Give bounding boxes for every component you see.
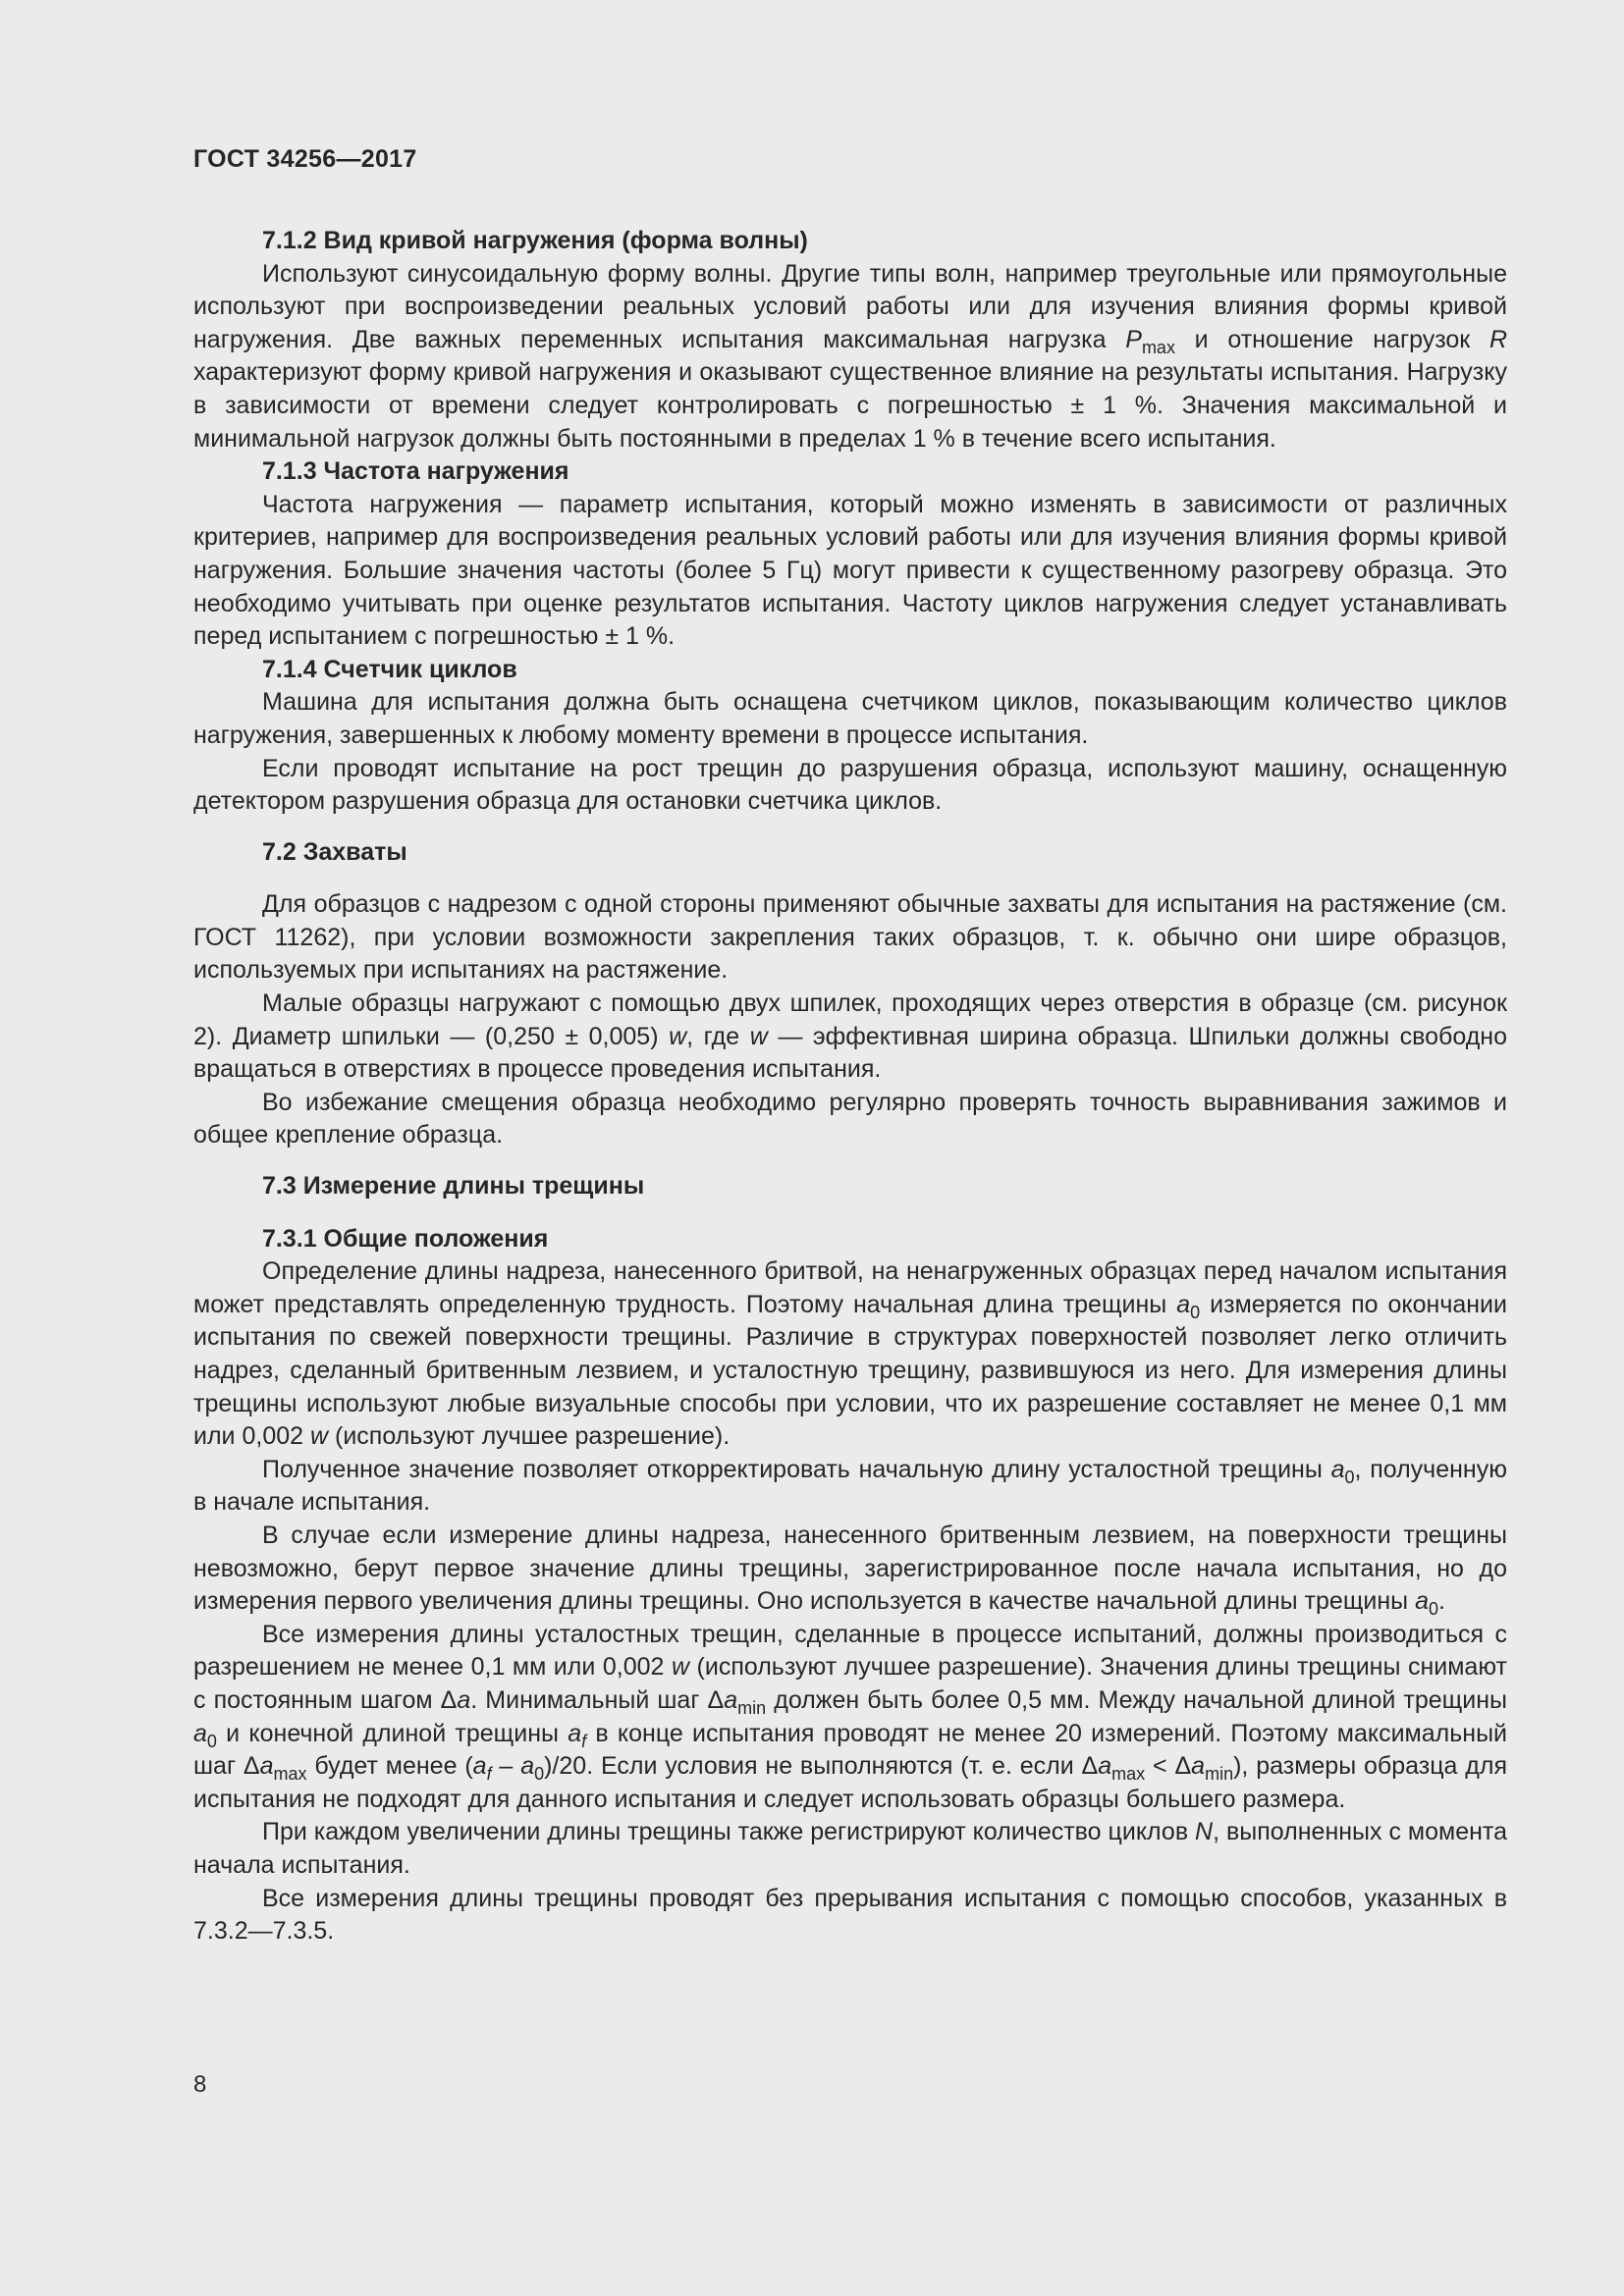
document-body bbox=[193, 225, 1507, 1949]
paragraph-7-3-1-a: Определение длины надреза, нанесенного бритвой, на ненагруженных образцах перед началом испытания может представлять определенную трудность. Поэтому начальная длина трещины $a_0$ измеряется по окончании испытания по свежей поверхности трещины. Различие в структурах поверхностей позволяет легко отличить надрез, сделанный бритвенным лезвием, и усталостную трещину, развившуюся из него. Для измерения длины трещины используют любые визуальные способы при условии, что их разрешение составляет не менее 0,1 мм или 0,002 w (используют лучшее разрешение). bbox=[193, 1257, 1507, 1451]
heading-7-3-1: 7.3.1 Общие положения bbox=[262, 1224, 549, 1253]
document-page bbox=[193, 0, 1507, 2296]
paragraph-7-2-b: Малые образцы нагружают с помощью двух шпилек, проходящих через отверстия в образце (см. рисунок 2). Диаметр шпильки — (0,250 ± 0,005) w, где w — эффективная ширина образца. Шпильки должны свободно вращаться в отверстиях в процессе проведения испытания. bbox=[193, 989, 1507, 1084]
paragraph-7-1-4-a: Машина для испытания должна быть оснащена счетчиком циклов, показывающим количество циклов нагружения, завершенных к любому моменту времени в процессе испытания. bbox=[193, 688, 1507, 749]
paragraph-7-1-3: Частота нагружения — параметр испытания, который можно изменять в зависимости от различных критериев, например для воспроизведения реальных условий работы или для изучения влияния формы кривой нагружения. Большие значения частоты (более 5 Гц) могут привести к существенному разогреву образца. Это необходимо учитывать при оценке результатов испытания. Частоту циклов нагружения следует устанавливать перед испытанием с погрешностью ± 1 %. bbox=[193, 490, 1507, 651]
document-code-header: ГОСТ 34256—2017 bbox=[193, 145, 417, 173]
heading-7-3: 7.3 Измерение длины трещины bbox=[262, 1172, 645, 1201]
paragraph-7-1-2: Используют синусоидальную форму волны. Другие типы волн, например треугольные или прямоугольные используют при воспроизведении реальных условий работы или для изучения влияния формы кривой нагружения. Две важных переменных испытания максимальная нагрузка $P_{max}$ и отношение нагрузок R характеризуют форму кривой нагружения и оказывают существенное влияние на результаты испытания. Нагрузку в зависимости от времени следует контролировать с погрешностью ± 1 %. Значения максимальной и минимальной нагрузок должны быть постоянными в пределах 1 % в течение всего испытания. bbox=[193, 259, 1508, 453]
page-number: 8 bbox=[193, 2071, 207, 2098]
heading-7-1-3: 7.1.3 Частота нагружения bbox=[262, 457, 569, 486]
paragraph-7-3-1-b: Полученное значение позволяет откорректировать начальную длину усталостной трещины $a_0$, полученную в начале испытания. bbox=[193, 1455, 1507, 1517]
heading-7-1-2: 7.1.2 Вид кривой нагружения (форма волны) bbox=[262, 227, 808, 254]
paragraph-7-1-4-b: Если проводят испытание на рост трещин до разрушения образца, используют машину, оснащенную детектором разрушения образца для остановки счетчика циклов. bbox=[193, 754, 1507, 816]
paragraph-7-2-c: Во избежание смещения образца необходимо регулярно проверять точность выравнивания зажимов и общее крепление образца. bbox=[193, 1088, 1507, 1149]
heading-7-2: 7.2 Захваты bbox=[262, 837, 407, 866]
paragraph-7-3-1-f: Все измерения длины трещины проводят без прерывания испытания с помощью способов, указанных в 7.3.2—7.3.5. bbox=[193, 1884, 1507, 1946]
paragraph-7-3-1-e: При каждом увеличении длины трещины также регистрируют количество циклов N, выполненных с момента начала испытания. bbox=[193, 1818, 1507, 1879]
paragraph-7-3-1-c: В случае если измерение длины надреза, нанесенного бритвенным лезвием, на поверхности трещины невозможно, берут первое значение длины трещины, зарегистрированное после начала испытания, но до измерения первого увеличения длины трещины. Оно используется в качестве начальной длины трещины $a_0$. bbox=[193, 1521, 1507, 1620]
heading-7-1-4: 7.1.4 Счетчик циклов bbox=[262, 655, 517, 683]
paragraph-7-2-a: Для образцов с надрезом с одной стороны применяют обычные захваты для испытания на растяжение (см. ГОСТ 11262), при условии возможности закрепления таких образцов, т. к. обычно они шире образцов, используемых при испытаниях на растяжение. bbox=[193, 890, 1507, 985]
paragraph-7-3-1-d: Все измерения длины усталостных трещин, сделанные в процессе испытаний, должны производиться с разрешением не менее 0,1 мм или 0,002 w (используют лучшее разрешение). Значения длины трещины снимают с постоянным шагом Δa. Минимальный шаг $\Delta a_{min}$ должен быть более 0,5 мм. Между начальной длиной трещины $a_0$ и конечной длиной трещины $a_f$ в конце испытания проводят не менее 20 измерений. Поэтому максимальный шаг $\Delta a_{max}$ будет менее $(a_f - a_0)/20$. Если условия не выполняются (т. е. если $\Delta a_{max} < \Delta a_{min}$), размеры образца для испытания не подходят для данного испытания и следует использовать образцы большего размера. bbox=[193, 1620, 1508, 1813]
